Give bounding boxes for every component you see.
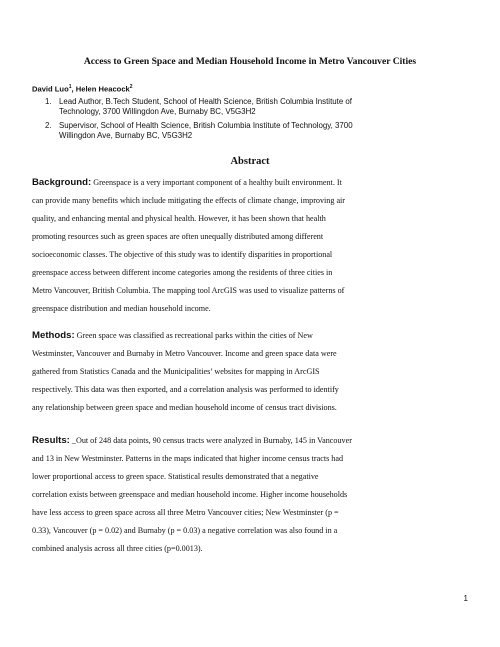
paragraph-line: correlation exists between greenspace and median household income. Higher income households [32,490,348,499]
section-lead: Results: [32,435,70,446]
paragraph-text: _Out of 248 data points, 90 census tracts were analyzed in Burnaby, 145 in Vancouver [69,436,352,445]
abstract-heading: Abstract [230,156,270,167]
paragraph-line: greenspace distribution and median household income. [32,304,211,313]
paragraph-line: promoting resources such as green spaces are often unequally distributed among different [32,232,324,241]
paragraph-line [32,327,464,345]
paragraph-line: can provide many benefits which include mitigating the effects of climate change, improving air [32,196,346,205]
paragraph-line: lower proportional access to green space. Statistical results demonstrated that a negative [32,472,319,481]
paragraph-line: have less access to green space across all three Metro Vancouver cities; New Westminster (p = [32,508,339,517]
paragraph-line: Metro Vancouver, British Columbia. The mapping tool ArcGIS was used to visualize patterns of [32,286,345,295]
paragraph-text: Greenspace is a very important component of a healthy built environment. It [91,178,342,187]
page-number: 1 [463,594,468,603]
author-name: David Luo [32,84,69,94]
affiliation-line: Lead Author, B.Tech Student, School of Health Science, British Columbia Institute of [59,97,352,106]
methods-paragraph [32,327,464,417]
paragraph-line: and 13 in New Westminster. Patterns in the maps indicated that higher income census tracts had [32,454,344,463]
paragraph-line [32,432,464,450]
paragraph-line: any relationship between green space and median household income of census tract divisions. [32,403,337,412]
paragraph-line: socioeconomic classes. The objective of this study was to identify disparities in proportional [32,250,333,259]
paragraph-line [32,174,464,192]
paragraph-line: quality, and enhancing mental and physical health. However, it has been shown that health [32,214,326,223]
paragraph-line: greenspace access between different income categories among the residents of three cities in [32,268,333,277]
paragraph-line: combined analysis across all three cities (p=0.0013). [32,544,203,553]
affiliation-line: Technology, 3700 Willingdon Ave, Burnaby BC, V5G3H2 [59,107,256,117]
background-paragraph [32,174,464,318]
affiliation-number: 1. [45,97,52,106]
paragraph-line: 0.33), Vancouver (p = 0.02) and Burnaby (p = 0.03) a negative correlation was also found in a [32,526,338,535]
paragraph-text: Green space was classified as recreational parks within the cities of New [74,331,313,340]
section-lead: Background: [32,177,92,188]
section-lead: Methods: [32,330,75,341]
paragraph-line: Westminster, Vancouver and Burnaby in Metro Vancouver. Income and green space data were [32,349,337,358]
author-line [32,84,133,94]
author-separator: , [71,84,76,94]
affiliation-item [59,97,454,118]
author-superscript: 1 [68,84,72,90]
author-name: Helen Heacock [75,84,130,94]
paper-title: Access to Green Space and Median Household Income in Metro Vancouver Cities [83,56,417,67]
affiliation-line: Supervisor, School of Health Science, British Columbia Institute of Technology, 3700 [59,121,353,130]
author-superscript: 2 [129,84,133,90]
paragraph-line: gathered from Statistics Canada and the Municipalities’ websites for mapping in ArcGIS [32,367,320,376]
affiliation-number: 2. [45,121,52,130]
affiliation-line: Willingdon Ave, Burnaby BC, V5G3H2 [59,131,193,141]
results-paragraph [32,432,464,558]
paragraph-line: respectively. This data was then exported, and a correlation analysis was performed to identify [32,385,339,394]
affiliation-item [59,121,454,142]
